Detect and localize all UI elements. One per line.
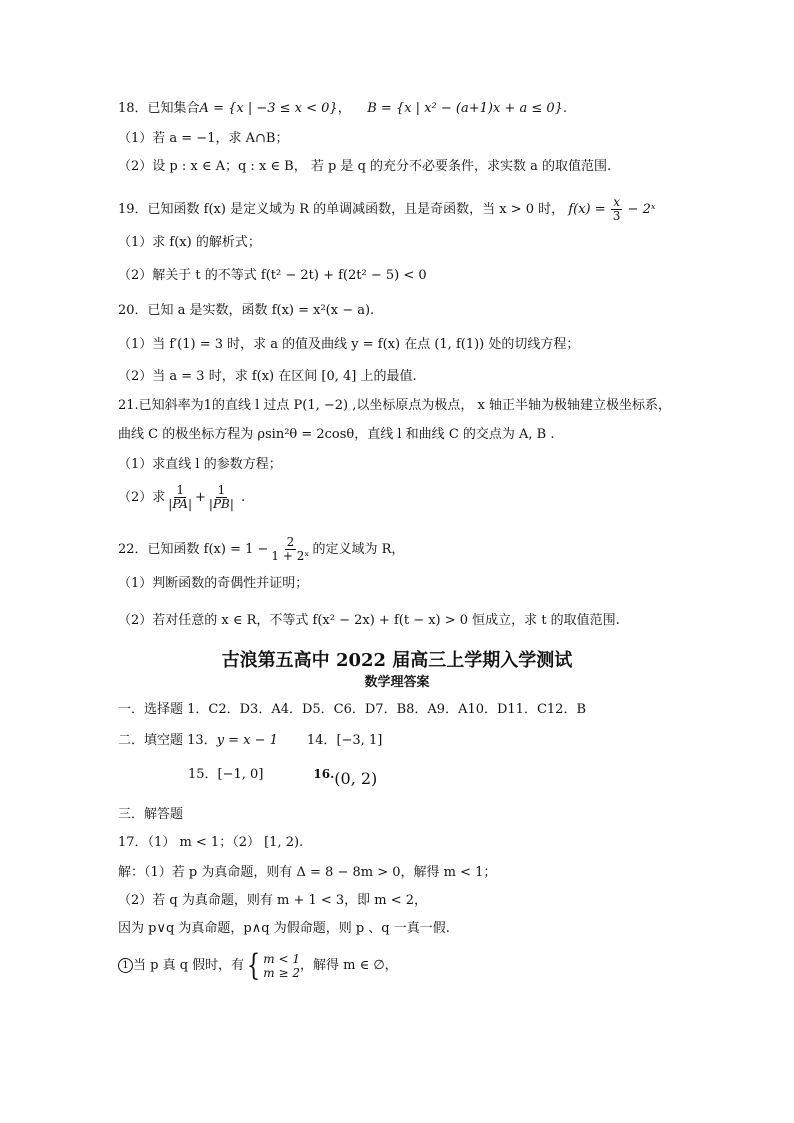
q21-stem: 21.已知斜率为1的直线 l 过点 P(1, −2) ,以坐标原点为极点， x 轴正半轴为极轴建立极坐标系，: [118, 398, 671, 413]
q18-stem: 18．已知集合: [118, 101, 200, 116]
brace: {: [247, 947, 261, 983]
q19-frac-num: x: [613, 195, 620, 209]
answer-17: 17．（1） m < 1；（2） [1, 2).: [118, 835, 304, 850]
answer-section1: 一．选择题 1．C2．D3．A4．D5．C6．D7．B8．A9．A10．D11．C12．B: [118, 702, 587, 717]
q18-set-b: B = {x | x² − (a+1)x + a ≤ 0}: [367, 101, 563, 116]
case1-pre: 当 p 真 q 假时，有: [133, 958, 245, 973]
solution-line3: 因为 p∨q 为真命题，p∧q 为假命题，则 p 、q 一真一假.: [118, 921, 450, 936]
q19-part2: （2）解关于 t 的不等式 f(t² − 2t) + f(2t² − 5) < 0: [118, 268, 427, 283]
answer-16: (0, 2): [334, 769, 378, 788]
case1-bottom: m ≥ 2: [263, 965, 300, 980]
answer-section2-line: [118, 732, 382, 750]
q20-part1: （1）当 f′(1) = 3 时，求 a 的值及曲线 y = f(x) 在点 (1, f(1)) 处的切线方程；: [118, 337, 580, 352]
q21-part2-pre: （2）求: [118, 490, 166, 505]
q21-frac1-den: |PA|: [168, 497, 193, 511]
case1-top: m < 1: [263, 951, 300, 966]
q21-part2-line: [118, 484, 245, 511]
q22-stem-line: [118, 536, 404, 563]
answer-14: [−3, 1]: [336, 733, 383, 748]
q21-frac-pa: [166, 484, 194, 511]
solution-line2: （2）若 q 为真命题，则有 m + 1 < 3，即 m < 2，: [118, 893, 428, 908]
answer-15-label: 15．: [188, 767, 218, 782]
q21-frac1-num: 1: [176, 483, 184, 497]
answer-15: [−1, 0]: [217, 767, 264, 782]
q21-part1: （1）求直线 l 的参数方程；: [118, 457, 282, 472]
q18-part1: （1）若 a = −1，求 A∩B；: [118, 131, 289, 146]
solution-case1: [118, 947, 398, 983]
q21-part2-end: .: [241, 490, 246, 505]
q22-frac-num: 2: [286, 535, 295, 549]
answer-15-16-line: [188, 764, 378, 788]
q19-stem: 19．已知函数 f(x) 是定义域为 R 的单调减函数，且是奇函数，当 x > 0 时，: [118, 202, 565, 217]
q21-plus: +: [195, 490, 206, 505]
q21-frac2-den: |PB|: [208, 497, 234, 511]
q22-part2: （2）若对任意的 x ∈ R，不等式 f(x² − 2x) + f(t − x) > 0 恒成立，求 t 的取值范围.: [118, 613, 620, 628]
q21-frac-pb: [207, 484, 236, 511]
q18-stem-line: 18．已知集合A = {x | −3 ≤ x < 0}， B = {x | x² − (a+1)x + a ≤ 0}.: [118, 101, 568, 116]
answer-subtitle: 数学理答案: [364, 675, 430, 690]
q22-stem-post: 的定义域为 R，: [312, 542, 405, 557]
q19-stem-line: [118, 196, 655, 223]
answer-section3: 三．解答题: [118, 807, 184, 822]
q22-stem-pre: 22．已知函数 f(x) = 1 −: [118, 542, 269, 557]
q19-fraction: [611, 196, 623, 223]
q22-fraction: [269, 536, 311, 563]
solution-line1: 解：（1）若 p 为真命题，则有 Δ = 8 − 8m > 0，解得 m < 1；: [118, 865, 497, 880]
q19-part1: （1）求 f(x) 的解析式；: [118, 235, 261, 250]
q18-part2: （2）设 p : x ∈ A；q : x ∈ B， 若 p 是 q 的充分不必要条件，求实数 a 的取值范围.: [118, 159, 612, 174]
answer-13: y = x − 1: [216, 733, 278, 748]
answer-16-label: 16.: [313, 767, 335, 781]
q22-part1: （1）判断函数的奇偶性并证明；: [118, 576, 309, 591]
q21-stem2: 曲线 C 的极坐标方程为 ρsin²θ = 2cosθ，直线 l 和曲线 C 的交点为 A, B .: [118, 427, 555, 442]
q22-frac-den: 1 + 2ˣ: [271, 549, 310, 563]
q20-part2: （2）当 a = 3 时，求 f(x) 在区间 [0, 4] 上的最值.: [118, 369, 417, 384]
q19-f-rest: − 2ˣ: [627, 202, 656, 217]
q18-end: .: [562, 101, 568, 116]
answer-14-label: 14．: [306, 733, 337, 748]
q18-set-a: A = {x | −3 ≤ x < 0}: [199, 101, 338, 116]
case1-post: ，解得 m ∈ ∅，: [299, 958, 398, 973]
answer-title: 古浪第五高中 2022 届高三上学期入学测试: [221, 650, 573, 671]
case1-system: [263, 952, 300, 980]
q21-frac2-num: 1: [217, 483, 226, 497]
circled-number: 1: [118, 958, 133, 973]
q20-stem: 20．已知 a 是实数，函数 f(x) = x²(x − a).: [118, 303, 375, 318]
q19-f-lhs: f(x) =: [568, 202, 606, 217]
answer-section2-label: 二．填空题 13．: [118, 733, 217, 748]
q19-frac-den: 3: [612, 209, 621, 223]
